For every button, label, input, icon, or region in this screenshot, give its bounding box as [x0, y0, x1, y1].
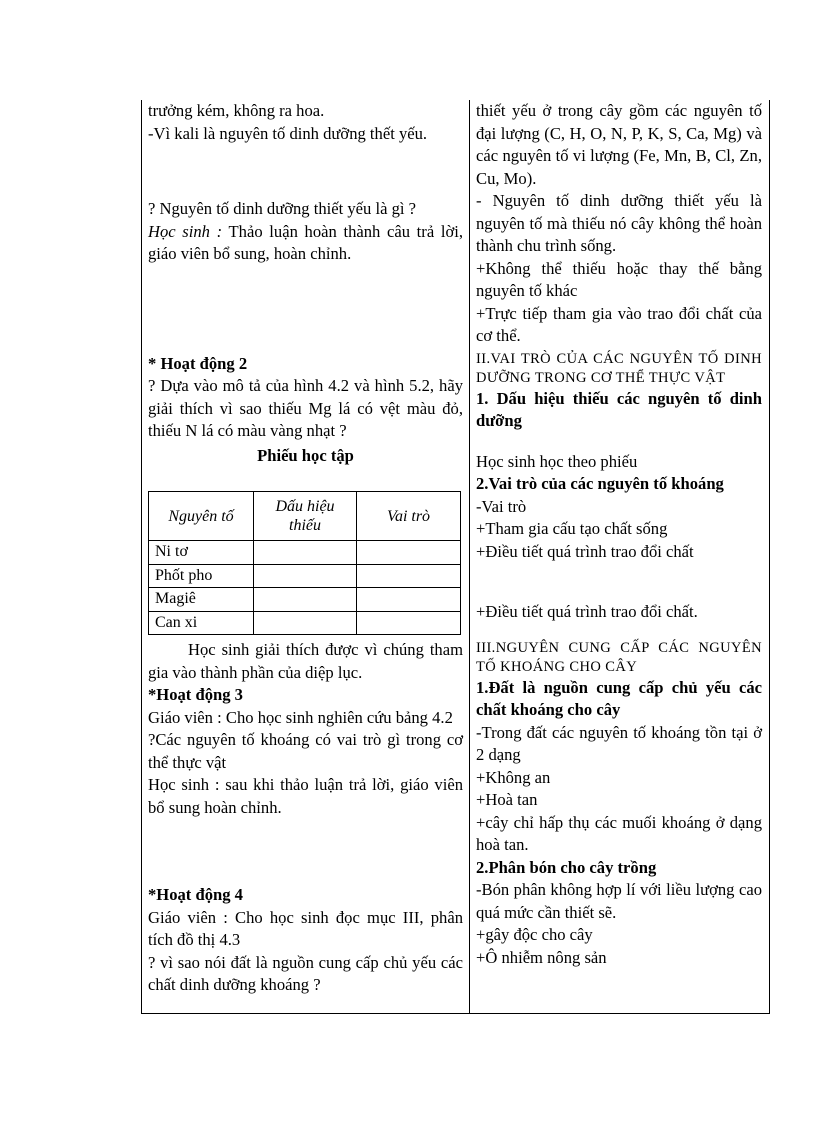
question-4: ? vì sao nói đất là nguồn cung cấp chủ yếu các chất dinh dưỡng khoáng ?: [148, 952, 463, 994]
left-column: [148, 100, 463, 997]
table-row: [149, 541, 461, 565]
soil-note-4: +cây chỉ hấp thụ các muối khoáng ở dạng hoà tan.: [476, 812, 762, 854]
question-2: ? Dựa vào mô tả của hình 4.2 và hình 5.2, hãy giải thích vì sao thiếu Mg lá có vệt màu đỏ, thiếu N lá có màu vàng nhạt ?: [148, 376, 463, 440]
empty-cell[interactable]: [254, 541, 357, 565]
right-column: [476, 100, 762, 969]
criterion-1: +Không thể thiếu hoặc thay thế bằng nguyên tố khác: [476, 258, 762, 300]
student-worksheet-note: Học sinh học theo phiếu: [476, 451, 638, 471]
worksheet-title: Phiếu học tập: [257, 445, 354, 465]
row-label: Magiê: [149, 588, 254, 612]
empty-cell[interactable]: [357, 611, 461, 635]
criterion-2: +Trực tiếp tham gia vào trao đổi chất của cơ thể.: [476, 303, 762, 345]
role-item-2: +Điều tiết quá trình trao đổi chất: [476, 541, 694, 561]
empty-cell[interactable]: [254, 564, 357, 588]
soil-note-2: +Không an: [476, 767, 551, 787]
soil-note-1: -Trong đất các nguyên tố khoáng tồn tại ở 2 dạng: [476, 722, 762, 764]
left-line-1: trưởng kém, không ra hoa.: [148, 101, 325, 120]
activity-3-heading: *Hoạt động 3: [148, 685, 243, 704]
empty-cell[interactable]: [357, 564, 461, 588]
empty-cell[interactable]: [357, 541, 461, 565]
subsection-3-heading: 1.Đất là nguồn cung cấp chủ yếu các chất khoáng cho cây: [476, 677, 762, 719]
activity-2-heading: * Hoạt động 2: [148, 353, 248, 373]
essential-definition: - Nguyên tố dinh dưỡng thiết yếu là nguyên tố mà thiếu nó cây không thể hoàn thành chu trình sống.: [476, 191, 762, 255]
role-item-1: +Tham gia cấu tạo chất sống: [476, 519, 668, 538]
header-deficiency: Dấu hiệu thiếu: [254, 492, 357, 541]
role-label: -Vai trò: [476, 496, 527, 516]
worksheet-table: [148, 491, 461, 635]
table-row: [149, 564, 461, 588]
fertilizer-note-3: +Ô nhiễm nông sản: [476, 947, 607, 967]
activity-4-heading: *Hoạt động 4: [148, 885, 243, 904]
question-1: ? Nguyên tố dinh dưỡng thiết yếu là gì ?: [148, 199, 417, 218]
role-item-3: +Điều tiết quá trình trao đổi chất.: [476, 602, 698, 621]
subsection-1-heading: 1. Dấu hiệu thiếu các nguyên tố dinh dưỡng: [476, 388, 762, 430]
header-element: Nguyên tố: [149, 492, 254, 541]
student-note-3: Học sinh : sau khi thảo luận trả lời, giáo viên bổ sung hoàn chỉnh.: [148, 775, 463, 817]
student-note-1: [148, 221, 463, 266]
essential-elements-list: thiết yếu ở trong cây gồm các nguyên tố đại lượng (C, H, O, N, P, K, S, Ca, Mg) và các nguyên tố vi lượng (Fe, Mn, B, Cl, Zn, Cu, Mo).: [476, 101, 762, 188]
subsection-4-heading: 2.Phân bón cho cây trồng: [476, 857, 657, 877]
teacher-note-3: Giáo viên : Cho học sinh nghiên cứu bảng 4.2: [148, 707, 453, 727]
fertilizer-note-2: +gây độc cho cây: [476, 925, 593, 944]
row-label: Phốt pho: [149, 564, 254, 588]
table-row: [149, 611, 461, 635]
column-divider: [469, 100, 470, 1014]
worksheet-header-row: [149, 492, 461, 541]
row-label: Can xi: [149, 611, 254, 635]
teacher-note-4: Giáo viên : Cho học sinh đọc mục III, phân tích đồ thị 4.3: [148, 907, 463, 949]
table-row: [149, 588, 461, 612]
section-3-heading: III.NGUYÊN CUNG CẤP CÁC NGUYÊN TỐ KHOÁNG CHO CÂY: [476, 639, 762, 675]
soil-note-3: +Hoà tan: [476, 790, 538, 809]
explanation: Học sinh giải thích được vì chúng tham gia vào thành phần của diệp lục.: [148, 640, 463, 682]
section-2-heading: II.VAI TRÒ CỦA CÁC NGUYÊN TỐ DINH DƯỠNG TRONG CƠ THỂ THỰC VẬT: [476, 350, 762, 386]
header-role: Vai trò: [357, 492, 461, 541]
fertilizer-note-1: -Bón phân không hợp lí với liều lượng cao quá mức cần thiết sẽ.: [476, 880, 762, 922]
question-3: ?Các nguyên tố khoáng có vai trò gì trong cơ thể thực vật: [148, 730, 463, 772]
empty-cell[interactable]: [254, 588, 357, 612]
student-label: Học sinh :: [148, 221, 223, 241]
empty-cell[interactable]: [254, 611, 357, 635]
student-note-text: Thảo luận hoàn thành câu trả lời, giáo viên bổ sung, hoàn chỉnh.: [148, 221, 463, 263]
empty-cell[interactable]: [357, 588, 461, 612]
row-label: Ni tơ: [149, 541, 254, 565]
subsection-2-heading: 2.Vai trò của các nguyên tố khoáng: [476, 474, 724, 493]
left-line-2: -Vì kali là nguyên tố dinh dưỡng thết yếu.: [148, 123, 428, 143]
